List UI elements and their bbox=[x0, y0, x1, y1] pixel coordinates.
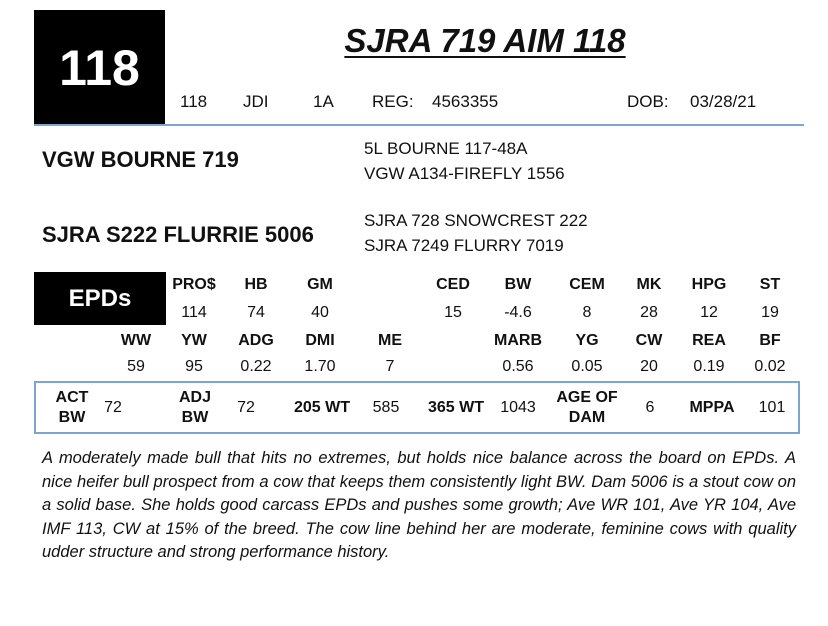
epds-label-box bbox=[34, 272, 166, 325]
perf-header-205-wt: 205 WT bbox=[293, 398, 350, 416]
epds-label: EPDs bbox=[68, 284, 132, 312]
epd-value-adg: 0.22 bbox=[240, 358, 272, 375]
epd-value-me: 7 bbox=[385, 358, 395, 375]
epd-value-yg: 0.05 bbox=[571, 358, 603, 375]
perf-header-act-bw: ACT BW bbox=[55, 388, 89, 426]
epd-header-ww: WW bbox=[120, 332, 152, 349]
epd-header-pro: PRO$ bbox=[172, 276, 216, 293]
epd-value-bw: -4.6 bbox=[504, 304, 532, 321]
epd-header-bf: BF bbox=[759, 332, 781, 349]
epd-value-marb: 0.56 bbox=[502, 358, 534, 375]
perf-header-age-of-dam: AGE OF DAM bbox=[556, 388, 618, 426]
sire-dam: VGW A134-FIREFLY 1556 bbox=[364, 164, 565, 183]
epd-value-pro: 114 bbox=[181, 304, 207, 321]
epd-header-hb: HB bbox=[244, 276, 268, 293]
perf-value-365-wt: 1043 bbox=[500, 398, 536, 416]
epd-value-cw: 20 bbox=[640, 358, 658, 375]
performance-table bbox=[34, 381, 800, 434]
epd-value-gm: 40 bbox=[311, 304, 329, 321]
epd-header-adg: ADG bbox=[238, 332, 274, 349]
perf-header-365-wt: 365 WT bbox=[427, 398, 484, 416]
epd-value-ced: 15 bbox=[444, 304, 462, 321]
epd-header-me: ME bbox=[378, 332, 402, 349]
epd-header-bw: BW bbox=[504, 276, 532, 293]
tag-number: 118 bbox=[180, 92, 208, 111]
animal-name-title: SJRA 719 AIM 118 bbox=[344, 22, 626, 59]
epd-header-cem: CEM bbox=[569, 276, 605, 293]
perf-header-mppa: MPPA bbox=[689, 398, 735, 416]
perf-value-205-wt: 585 bbox=[372, 398, 400, 416]
epd-value-ww: 59 bbox=[127, 358, 145, 375]
epd-value-dmi: 1.70 bbox=[304, 358, 336, 375]
perf-value-adj-bw: 72 bbox=[237, 398, 255, 416]
epd-header-yg: YG bbox=[575, 332, 599, 349]
perf-header-adj-bw: ADJ BW bbox=[178, 388, 211, 426]
epd-header-dmi: DMI bbox=[305, 332, 335, 349]
sire-name: VGW BOURNE 719 bbox=[42, 147, 239, 172]
description-text: A moderately made bull that hits no extremes, but holds nice balance across the board on EPDs. A nice heifer bull prospect from a cow that keeps them consistently light BW. Dam 5006 is a stout cow on a solid base. She holds good carcass EPDs and pushes some growth; Ave WR 101, Ave YR 104, Ave IMF 113, CW at 15% of the breed. The cow line behind her are moderate, feminine cows with quality udder structure and strong performance history. bbox=[42, 449, 796, 561]
epd-value-rea: 0.19 bbox=[693, 358, 725, 375]
header-divider bbox=[34, 124, 804, 126]
perf-value-mppa: 101 bbox=[758, 398, 786, 416]
epd-value-st: 19 bbox=[761, 304, 779, 321]
epd-header-st: ST bbox=[759, 276, 781, 293]
epd-header-cw: CW bbox=[635, 332, 663, 349]
epd-header-yw: YW bbox=[181, 332, 207, 349]
dob-value: 03/28/21 bbox=[690, 92, 757, 111]
reg-number: 4563355 bbox=[432, 92, 499, 111]
dam-dam: SJRA 7249 FLURRY 7019 bbox=[364, 236, 564, 255]
epd-header-ced: CED bbox=[436, 276, 470, 293]
lot-number: 118 bbox=[59, 40, 140, 96]
epd-header-gm: GM bbox=[307, 276, 333, 293]
reg-label: REG: bbox=[372, 92, 414, 111]
sire-sire: 5L BOURNE 117-48A bbox=[364, 139, 528, 158]
epd-header-rea: REA bbox=[692, 332, 726, 349]
perf-value-age-of-dam: 6 bbox=[645, 398, 655, 416]
dam-name: SJRA S222 FLURRIE 5006 bbox=[42, 222, 314, 247]
epd-value-mk: 28 bbox=[640, 304, 658, 321]
perf-value-act-bw: 72 bbox=[104, 398, 122, 416]
epd-value-bf: 0.02 bbox=[754, 358, 786, 375]
dam-sire: SJRA 728 SNOWCREST 222 bbox=[364, 211, 588, 230]
dob-label: DOB: bbox=[627, 92, 669, 111]
epd-header-hpg: HPG bbox=[691, 276, 727, 293]
epd-header-marb: MARB bbox=[494, 332, 542, 349]
code: 1A bbox=[313, 92, 334, 111]
lot-number-box bbox=[34, 10, 165, 126]
prefix: JDI bbox=[243, 92, 269, 111]
epd-value-hpg: 12 bbox=[700, 304, 718, 321]
epd-value-yw: 95 bbox=[185, 358, 203, 375]
epd-value-hb: 74 bbox=[247, 304, 265, 321]
epd-value-cem: 8 bbox=[582, 304, 592, 321]
epd-header-mk: MK bbox=[636, 276, 662, 293]
